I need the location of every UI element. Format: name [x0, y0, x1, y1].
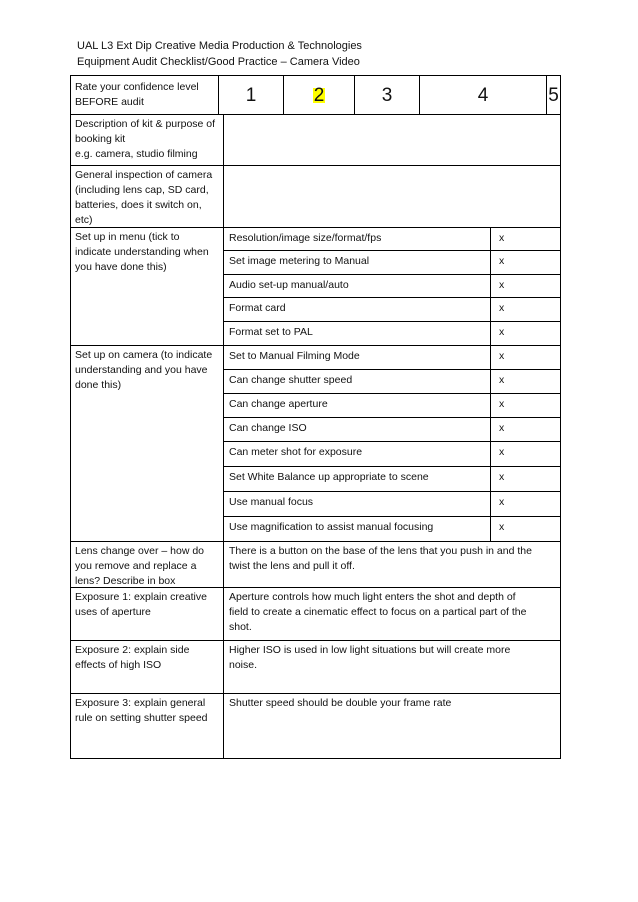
course-title: UAL L3 Ext Dip Creative Media Production & Technologies: [77, 40, 362, 52]
description-label: Description of kit & purpose of booking kit e.g. camera, studio filming: [71, 115, 224, 165]
inspection-row: [70, 166, 561, 228]
checklist-title: Equipment Audit Checklist/Good Practice – Camera Video: [77, 56, 360, 68]
checklist-item[interactable]: Set to Manual Filming Mode x: [224, 346, 560, 370]
menu-setup-checklist: [224, 228, 560, 345]
checklist-item[interactable]: Resolution/image size/format/fps x: [224, 228, 560, 251]
camera-setup-label: Set up on camera (to indicate understanding and you have done this): [71, 346, 224, 541]
confidence-label: Rate your confidence level BEFORE audit: [71, 76, 219, 114]
inspection-answer[interactable]: [224, 166, 560, 227]
tick-mark[interactable]: x: [490, 394, 560, 417]
selected-highlight: 2: [313, 84, 325, 106]
confidence-scale: [219, 76, 560, 114]
confidence-option-2[interactable]: [283, 76, 354, 114]
menu-setup-row: [70, 228, 561, 346]
document-header: [77, 38, 362, 70]
tick-mark[interactable]: x: [490, 418, 560, 441]
camera-setup-row: [70, 346, 561, 542]
exposure1-answer[interactable]: Aperture controls how much light enters the shot and depth of field to create a cinematic effect to focus on a partical part of the shot.: [229, 591, 527, 633]
exposure2-label: Exposure 2: explain side effects of high ISO: [71, 641, 224, 693]
confidence-row: [70, 75, 561, 115]
exposure3-label: Exposure 3: explain general rule on setting shutter speed: [71, 694, 224, 758]
checklist-item[interactable]: Use manual focus x: [224, 492, 560, 517]
tick-mark[interactable]: x: [490, 442, 560, 466]
tick-mark[interactable]: x: [490, 467, 560, 491]
lens-change-answer[interactable]: There is a button on the base of the lens that you push in and the twist the lens and pull it off.: [229, 545, 532, 572]
tick-mark[interactable]: x: [490, 517, 560, 541]
checklist-item[interactable]: Use magnification to assist manual focusing x: [224, 517, 560, 541]
confidence-option-3[interactable]: 3: [354, 76, 419, 114]
inspection-label: General inspection of camera (including lens cap, SD card, batteries, does it switch on, etc): [71, 166, 224, 227]
checklist-item[interactable]: Can change aperture x: [224, 394, 560, 418]
tick-mark[interactable]: x: [490, 275, 560, 297]
checklist-item[interactable]: Format card x: [224, 298, 560, 322]
checklist-item[interactable]: Set image metering to Manual x: [224, 251, 560, 275]
checklist-item[interactable]: Can change ISO x: [224, 418, 560, 442]
exposure2-answer[interactable]: Higher ISO is used in low light situations but will create more noise.: [229, 644, 511, 671]
lens-change-label: Lens change over – how do you remove and replace a lens? Describe in box: [71, 542, 224, 587]
exposure1-row: [70, 588, 561, 641]
confidence-option-5[interactable]: 5: [546, 76, 560, 114]
description-row: [70, 115, 561, 166]
tick-mark[interactable]: x: [490, 492, 560, 516]
tick-mark[interactable]: x: [490, 228, 560, 250]
exposure1-label: Exposure 1: explain creative uses of aperture: [71, 588, 224, 640]
tick-mark[interactable]: x: [490, 322, 560, 345]
checklist-item[interactable]: Format set to PAL x: [224, 322, 560, 345]
checklist-item[interactable]: Can meter shot for exposure x: [224, 442, 560, 467]
menu-setup-label: Set up in menu (tick to indicate understanding when you have done this): [71, 228, 224, 345]
tick-mark[interactable]: x: [490, 370, 560, 393]
exposure3-answer[interactable]: Shutter speed should be double your frame rate: [229, 697, 452, 709]
checklist-item[interactable]: Set White Balance up appropriate to scene x: [224, 467, 560, 492]
tick-mark[interactable]: x: [490, 298, 560, 321]
exposure3-row: [70, 694, 561, 759]
audit-table: [70, 75, 561, 759]
camera-setup-checklist: [224, 346, 560, 541]
exposure2-row: [70, 641, 561, 694]
tick-mark[interactable]: x: [490, 346, 560, 369]
tick-mark[interactable]: x: [490, 251, 560, 274]
confidence-option-1[interactable]: 1: [245, 84, 257, 106]
checklist-item[interactable]: Audio set-up manual/auto x: [224, 275, 560, 298]
description-answer[interactable]: [224, 115, 560, 165]
confidence-option-4[interactable]: 4: [419, 76, 546, 114]
checklist-item[interactable]: Can change shutter speed x: [224, 370, 560, 394]
lens-change-row: [70, 542, 561, 588]
